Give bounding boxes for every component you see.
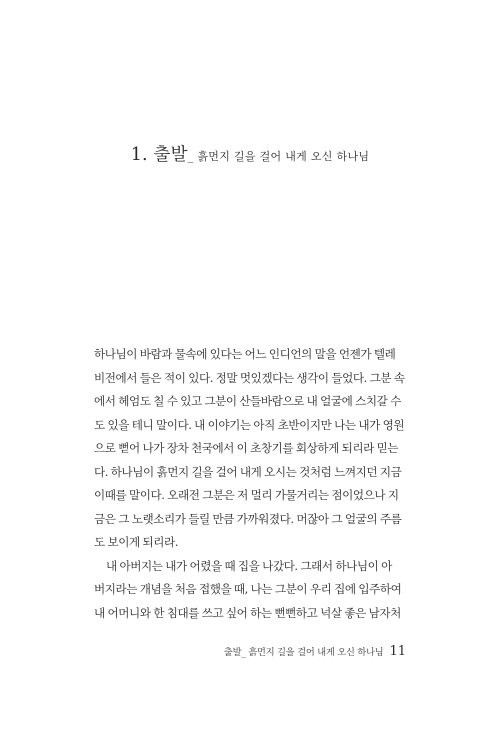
text-line: 버지라는 개념을 처음 접했을 때, 나는 그분이 우리 집에 입주하여 bbox=[94, 582, 402, 596]
text-line: 도 보이게 되리라. bbox=[94, 535, 178, 549]
page-footer bbox=[224, 641, 406, 662]
text-line: 비전에서 들은 적이 있다. 정말 멋있겠다는 생각이 들었다. 그분 속 bbox=[94, 370, 405, 385]
text-line: 도 있을 테니 말이다. 내 이야기는 아직 초반이지만 나는 내가 영원 bbox=[94, 417, 405, 432]
text-line: 금은 그 노랫소리가 들릴 만큼 가까워졌다. 머잖아 그 얼굴의 주름 bbox=[94, 511, 402, 526]
text-line: 에서 헤엄도 칠 수 있고 그분이 산들바람으로 내 얼굴에 스치갈 수 bbox=[94, 394, 401, 408]
text-line: 내 어머니와 한 침대를 쓰고 싶어 하는 뻔뻔하고 넉살 좋은 남자처 bbox=[94, 605, 401, 620]
chapter-main-title: 1. 출발 bbox=[130, 145, 188, 165]
text-line: 다. 하나님이 흙먼지 길을 걸어 내게 오시는 것처럼 느껴지던 지금 bbox=[94, 464, 402, 479]
text-line: 하나님이 바람과 물속에 있다는 어느 인디언의 말을 언젠가 텔레 bbox=[94, 347, 396, 361]
text-line: 이때를 말이다. 오래전 그분은 저 멀리 가물거리는 점이었으나 지 bbox=[94, 488, 399, 502]
text-line: 내 아버지는 내가 어렸을 때 집을 나갔다. 그래서 하나님이 아 bbox=[106, 558, 392, 573]
chapter-subtitle: _ 흙먼지 길을 걸어 내게 오신 하나님 bbox=[187, 150, 370, 163]
running-title: 출발_ 흙먼지 길을 걸어 내게 오신 하나님 bbox=[223, 647, 384, 658]
page-number: 11 bbox=[389, 644, 406, 659]
text-line: 으로 뻗어 나가 장차 천국에서 이 초창기를 회상하게 되리라 믿는 bbox=[94, 441, 399, 455]
paragraph-1 bbox=[94, 343, 410, 555]
body-text bbox=[94, 343, 410, 625]
paragraph-2 bbox=[94, 555, 410, 626]
chapter-title bbox=[0, 141, 500, 171]
